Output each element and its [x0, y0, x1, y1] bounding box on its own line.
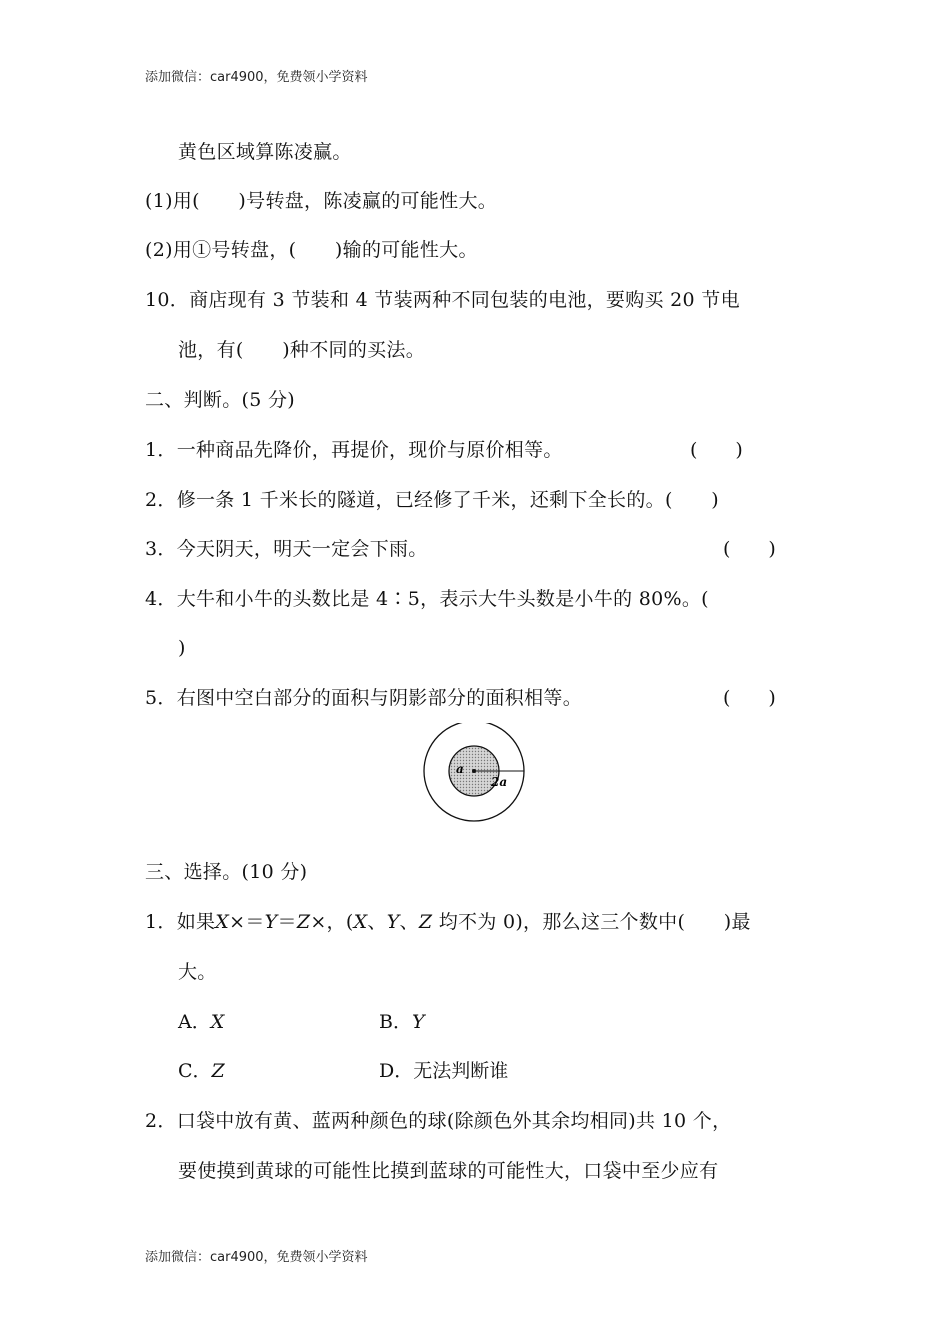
- option-d: D．无法判断谁: [379, 1060, 509, 1082]
- judge-item-5: 5．右图中空白部分的面积与阴影部分的面积相等。: [145, 687, 582, 709]
- page-header: 添加微信：car4900，免费领小学资料: [145, 70, 368, 85]
- choice-item-2: 2．口袋中放有黄、蓝两种颜色的球(除颜色外其余均相同)共 10 个，: [145, 1110, 732, 1132]
- section-title-choice: 三、选择。(10 分): [145, 861, 308, 883]
- option-b: B．Y: [379, 1011, 425, 1033]
- answer-paren: ( ): [723, 538, 776, 560]
- text-line: 黄色区域算陈凌赢。: [178, 141, 352, 163]
- question-line: (1)用( )号转盘，陈凌赢的可能性大。: [145, 190, 498, 212]
- judge-item-3: 3．今天阴天，明天一定会下雨。: [145, 538, 428, 560]
- answer-paren: ( ): [723, 687, 776, 709]
- center-point: [472, 769, 476, 773]
- choice-item-2-cont: 要使摸到黄球的可能性比摸到蓝球的可能性大，口袋中至少应有: [178, 1160, 719, 1182]
- judge-item-1: 1．一种商品先降价，再提价，现价与原价相等。: [145, 439, 563, 461]
- concentric-circles-figure: [420, 723, 530, 827]
- answer-paren: ( ): [690, 439, 743, 461]
- judge-item-4: 4．大牛和小牛的头数比是 4∶5，表示大牛头数是小牛的 80%。(: [145, 588, 709, 610]
- question-10: 10．商店现有 3 节装和 4 节装两种不同包装的电池，要购买 20 节电: [145, 289, 740, 311]
- question-line: (2)用①号转盘，( )输的可能性大。: [145, 239, 478, 261]
- choice-item-1: 1．如果X×＝Y＝Z×，(X、Y、Z 均不为 0)，那么这三个数中( )最: [145, 911, 751, 933]
- choice-item-1-cont: 大。: [178, 961, 217, 983]
- option-c: C．Z: [178, 1060, 225, 1082]
- page-footer: 添加微信：car4900，免费领小学资料: [145, 1250, 368, 1265]
- section-title-judge: 二、判断。(5 分): [145, 389, 295, 411]
- option-a: A．X: [178, 1011, 225, 1033]
- outer-radius-label: 2a: [491, 775, 508, 789]
- inner-radius-label: a: [456, 762, 464, 776]
- judge-item-4-cont: ): [178, 637, 186, 659]
- question-10-cont: 池，有( )种不同的买法。: [178, 339, 426, 361]
- judge-item-2: 2．修一条 1 千米长的隧道，已经修了千米，还剩下全长的。( ): [145, 489, 719, 511]
